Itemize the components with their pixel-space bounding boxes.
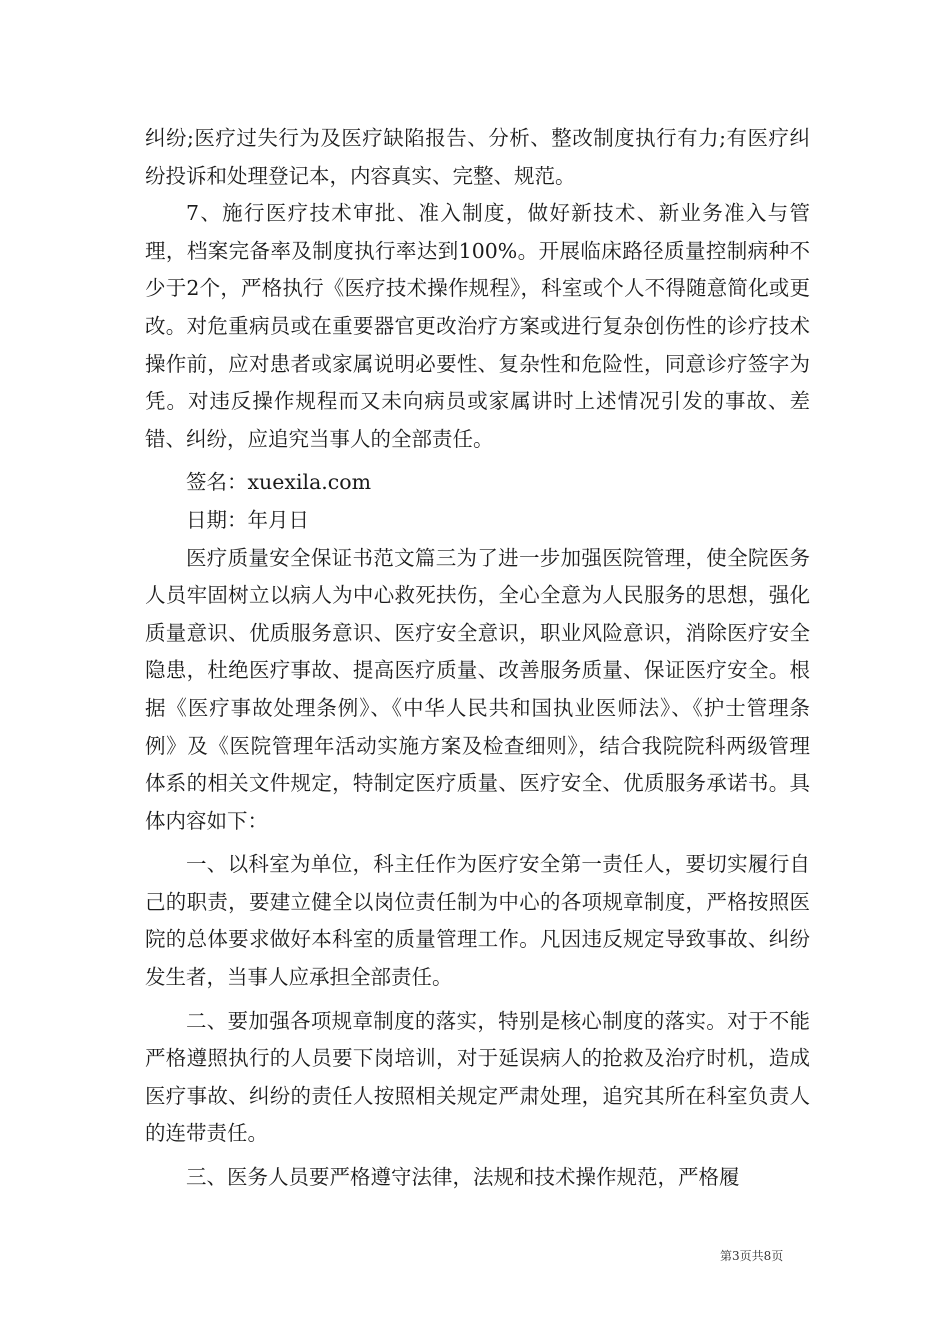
paragraph-item-2: 二、要加强各项规章制度的落实，特别是核心制度的落实。对于不能严格遵照执行的人员要下岗培训，对于延误病人的抢救及治疗时机，造成医疗事故、纠纷的责任人按照相关规定严肃处理，追究其所在科室负责人的连带责任。 <box>145 1008 810 1146</box>
paragraph-item-3: 三、医务人员要严格遵守法律，法规和技术操作规范，严格履 <box>186 1165 740 1190</box>
document-body <box>145 120 810 1197</box>
paragraph-item-1: 一、以科室为单位，科主任作为医疗安全第一责任人，要切实履行自己的职责，要建立健全以岗位责任制为中心的各项规章制度，严格按照医院的总体要求做好本科室的质量管理工作。凡因违反规定导致事故、纠纷发生者，当事人应承担全部责任。 <box>145 852 810 990</box>
signature-line: 签名：xuexila.com <box>186 470 372 495</box>
paragraph-continuation: 纠纷;医疗过失行为及医疗缺陷报告、分析、整改制度执行有力;有医疗纠纷投诉和处理登记本，内容真实、完整、规范。 <box>145 126 810 188</box>
date-line: 日期：年月日 <box>186 507 309 532</box>
page-number: 第3页共8页 <box>720 1249 784 1263</box>
paragraph-item-7: 7、施行医疗技术审批、准入制度，做好新技术、新业务准入与管理，档案完备率及制度执行率达到100%。开展临床路径质量控制病种不少于2个，严格执行《医疗技术操作规程》，科室或个人不得随意简化或更改。对危重病员或在重要器官更改治疗方案或进行复杂创伤性的诊疗技术操作前，应对患者或家属说明必要性、复杂性和危险性，同意诊疗签字为凭。对违反操作规程而又未向病员或家属讲时上述情况引发的事故、差错、纠纷，应追究当事人的全部责任。 <box>145 201 810 451</box>
paragraph-intro-section-3: 医疗质量安全保证书范文篇三为了进一步加强医院管理，使全院医务人员牢固树立以病人为中心救死扶伤，全心全意为人民服务的思想，强化质量意识、优质服务意识、医疗安全意识，职业风险意识，消除医疗安全隐患，杜绝医疗事故、提高医疗质量、改善服务质量、保证医疗安全。根据《医疗事故处理条例》、《中华人民共和国执业医师法》、《护士管理条例》及《医院管理年活动实施方案及检查细则》，结合我院院科两级管理体系的相关文件规定，特制定医疗质量、医疗安全、优质服务承诺书。具体内容如下： <box>145 545 810 833</box>
